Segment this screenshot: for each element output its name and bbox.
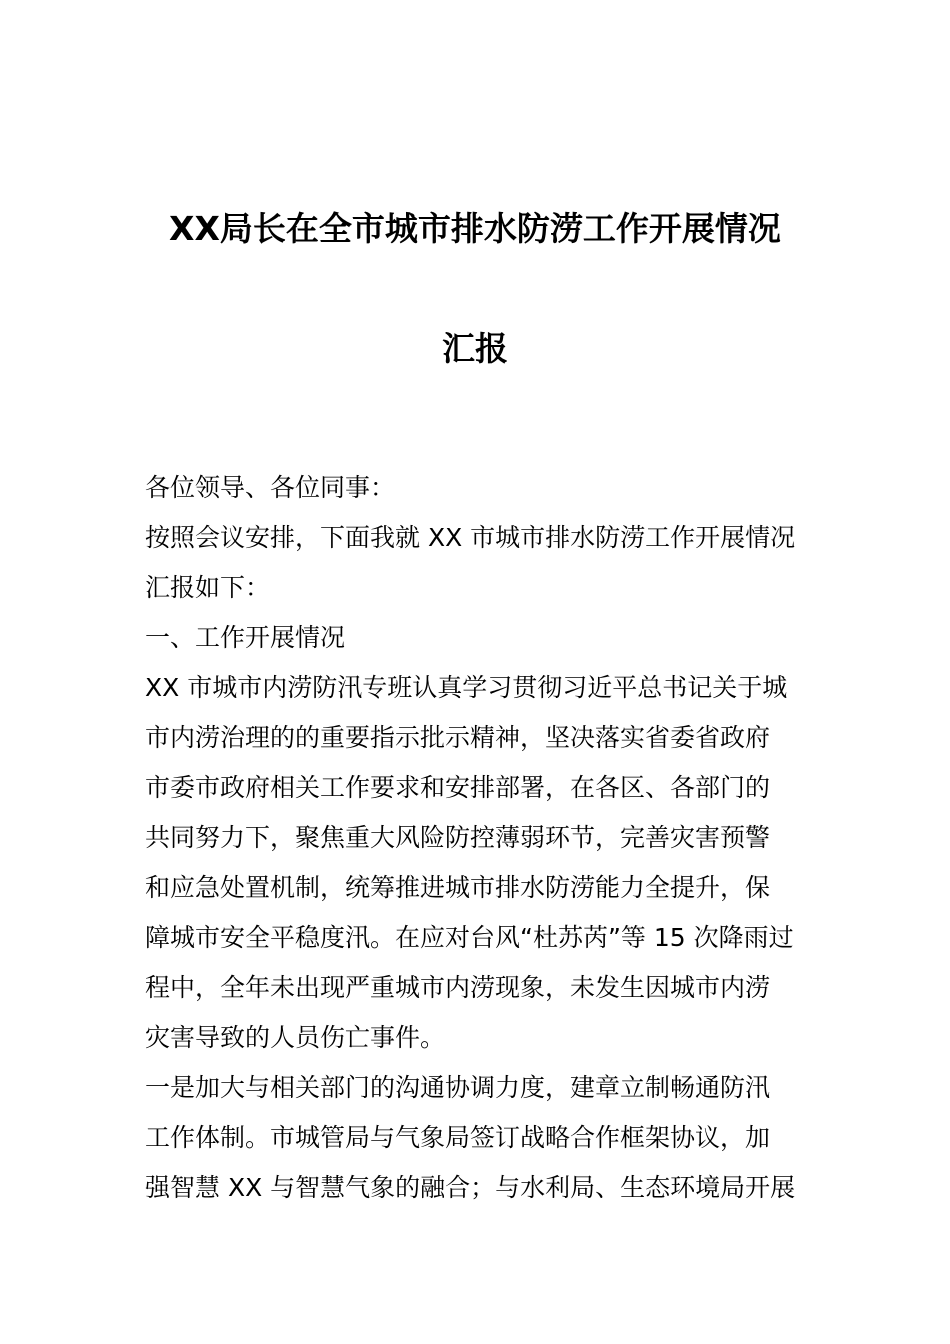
- paragraph-line: XX 市城市内涝防汛专班认真学习贯彻习近平总书记关于城: [145, 673, 788, 702]
- paragraph-line: 障城市安全平稳度汛。在应对台风“杜苏芮”等 15 次降雨过: [145, 923, 794, 952]
- paragraph-line: 工作体制。市城管局与气象局签订战略合作框架协议，加: [145, 1123, 771, 1152]
- paragraph-line: 灾害导致的人员伤亡事件。: [145, 1023, 446, 1052]
- paragraph-line: 按照会议安排，下面我就 XX 市城市排水防涝工作开展情况: [145, 523, 796, 552]
- salutation: 各位领导、各位同事：: [145, 473, 396, 502]
- paragraph-line: 程中，全年未出现严重城市内涝现象，未发生因城市内涝: [145, 973, 771, 1002]
- document-title-line-1: XX局长在全市城市排水防涝工作开展情况: [169, 209, 781, 248]
- section-heading: 一、工作开展情况: [145, 623, 346, 652]
- paragraph-line: 共同努力下，聚焦重大风险防控薄弱环节，完善灾害预警: [145, 823, 771, 852]
- paragraph-line: 和应急处置机制，统筹推进城市排水防涝能力全提升，保: [145, 873, 771, 902]
- paragraph-line: 汇报如下：: [145, 573, 271, 602]
- document-title-line-2: 汇报: [442, 329, 508, 368]
- paragraph-line: 一是加大与相关部门的沟通协调力度，建章立制畅通防汛: [145, 1073, 771, 1102]
- paragraph-line: 市委市政府相关工作要求和安排部署，在各区、各部门的: [145, 773, 771, 802]
- paragraph-line: 市内涝治理的的重要指示批示精神，坚决落实省委省政府: [145, 723, 771, 752]
- paragraph-line: 强智慧 XX 与智慧气象的融合；与水利局、生态环境局开展: [145, 1173, 796, 1202]
- document-body: [145, 463, 809, 1213]
